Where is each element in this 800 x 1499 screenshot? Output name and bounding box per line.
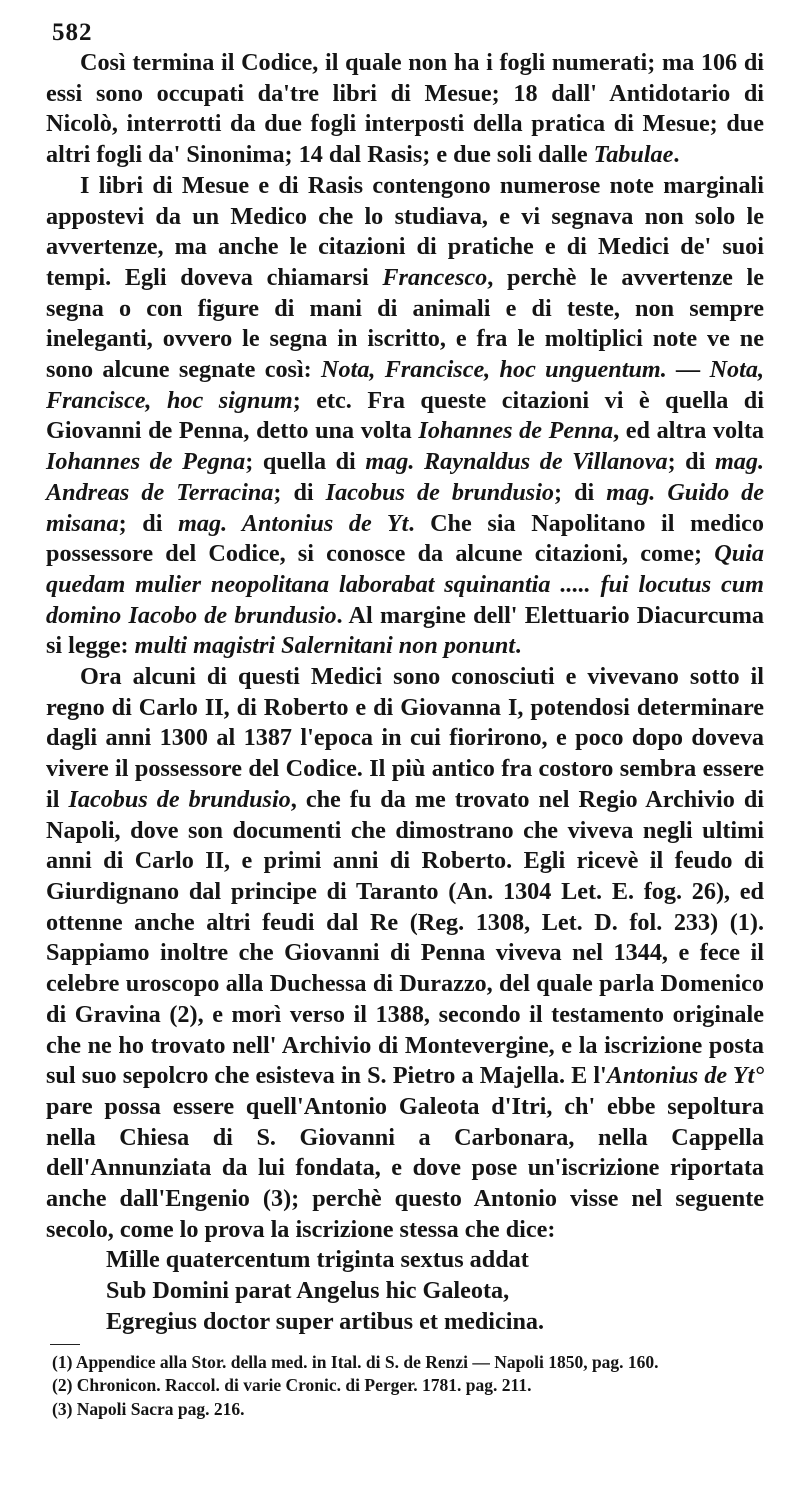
italic-text-run: Iacobus de brundusio (325, 478, 555, 506)
text-run: . Che sia Napolitano il medico possessore del Codice, si conosce da alcune citazioni, come; (46, 509, 764, 568)
text-run: Così termina il Codice, il quale non ha i fogli numerati; ma 106 di essi sono occupati da'tre libri di Mesue; 18 dall' Antidotario di Nicolò, interrotti da due fogli interposti della pratica di Mesue; due altri fogli da' Sinonima; 14 dal Rasis; e due soli dalle (46, 49, 764, 169)
text-run: . Al margine dell' Elettuario Diacurcuma si legge: (46, 601, 764, 660)
text-run: ; di (273, 478, 326, 506)
inscription-verse (106, 1245, 764, 1337)
italic-text-run: Iohannes de Pegna (46, 448, 246, 476)
italic-text-run: mag. Andreas de Terracina (46, 448, 764, 506)
paragraph-physicians (46, 662, 764, 1245)
footnote: (3) Napoli Sacra pag. 216. (52, 1398, 245, 1419)
italic-text-run: Iohannes de Penna (418, 417, 614, 445)
text-run: , che fu da me trovato nel Regio Archivio di Napoli, dove son documenti che dimostrano che viveva negli ultimi anni di Carlo II, e primi anni di Roberto. Egli ricevè il feudo di Giurdignano dal principe di Taranto (An. 1304 Let. E. fog. 26), ed ottenne anche altri feudi dal Re (Reg. 1308, Let. D. fol. 233) (1). Sappiamo inoltre che Giovanni di Penna viveva nel 1344, e fece il celebre uroscopo alla Duchessa di Durazzo, del quale parla Domenico di Gravina (2), e morì verso il 1388, secondo il testamento originale che ne ho trovato nell' Archivio di Montevergine, e la iscrizione posta sul suo sepolcro che esisteva in S. Pietro a Majella. E l' (46, 785, 764, 1090)
text-run: ; di (118, 509, 179, 537)
italic-text-run: multi magistri Salernitani non ponunt (134, 632, 516, 660)
paragraph-codex-description (46, 48, 764, 171)
text-run: , ed altra volta (613, 417, 764, 445)
text-run: pare possa essere quell'Antonio Galeota d'Itri, ch' ebbe sepoltura nella Chiesa di S. Giovanni a Carbonara, nella Cappella dell'Annunziata da lui fondata, e dove pose un'iscrizione riportata anche dall'Engenio (3); perchè questo Antonio visse nel seguente secolo, come lo prova la iscrizione stessa che dice: (46, 1092, 764, 1243)
paragraph-marginal-notes (46, 171, 764, 662)
footnotes (46, 1351, 764, 1422)
verse-line: Egregius doctor super artibus et medicina. (106, 1307, 545, 1335)
italic-text-run: Nota, Francisce, hoc unguentum. — Nota, Francisce, hoc signum (46, 356, 764, 414)
italic-text-run: mag. Guido de misana (46, 478, 765, 537)
footnote-divider (50, 1344, 80, 1345)
italic-text-run: Francesco (382, 263, 488, 291)
italic-text-run: Tabulae (593, 141, 674, 169)
footnote: (2) Chronicon. Raccol. di varie Cronic. di Perger. 1781. pag. 211. (52, 1375, 532, 1396)
text-run: , perchè le avvertenze le segna o con figure di mani di animali e di teste, non sempre ineleganti, ovvero le segna in iscritto, e fra le moltiplici note ve ne sono alcune segnate così: (46, 263, 764, 384)
main-text (46, 48, 764, 1245)
page-number: 582 (52, 19, 93, 46)
italic-text-run: mag. Antonius de Yt (178, 509, 409, 537)
italic-text-run: Quia quedam mulier neopolitana laborabat squinantia ..... fui locutus cum domino Iacobo de brundusio (46, 540, 764, 629)
text-run: . (673, 141, 680, 169)
verse-line: Sub Domini parat Angelus hic Galeota, (106, 1277, 510, 1305)
text-run: I libri di Mesue e di Rasis contengono numerose note marginali appostevi da un Medico che lo studiava, e vi segnava non solo le avvertenze, ma anche le citazioni di pratiche e di Medici de' suoi tempi. Egli doveva chiamarsi (46, 171, 764, 291)
italic-text-run: Antonius de Yt° (606, 1062, 764, 1090)
text-run: . (515, 632, 522, 660)
verse-line: Mille quatercentum triginta sextus addat (106, 1246, 529, 1274)
footnote: (1) Appendice alla Stor. della med. in Ital. di S. de Renzi — Napoli 1850, pag. 160. (52, 1351, 659, 1372)
text-run: ; quella di (245, 448, 366, 476)
italic-text-run: mag. Raynaldus de Villanova (365, 448, 668, 476)
text-run: ; di (667, 448, 715, 476)
italic-text-run: Iacobus de brundusio (68, 785, 291, 813)
text-run: ; etc. Fra queste citazioni vi è quella di Giovanni de Penna, detto una volta (46, 386, 764, 445)
text-run: Ora alcuni di questi Medici sono conosciuti e vivevano sotto il regno di Carlo II, di Roberto e di Giovanna I, potendosi determinare dagli anni 1300 al 1387 l'epoca in cui fiorirono, e poco dopo doveva vivere il possessore del Codice. Il più antico fra costoro sembra essere il (46, 663, 764, 813)
text-run: ; di (554, 478, 607, 506)
